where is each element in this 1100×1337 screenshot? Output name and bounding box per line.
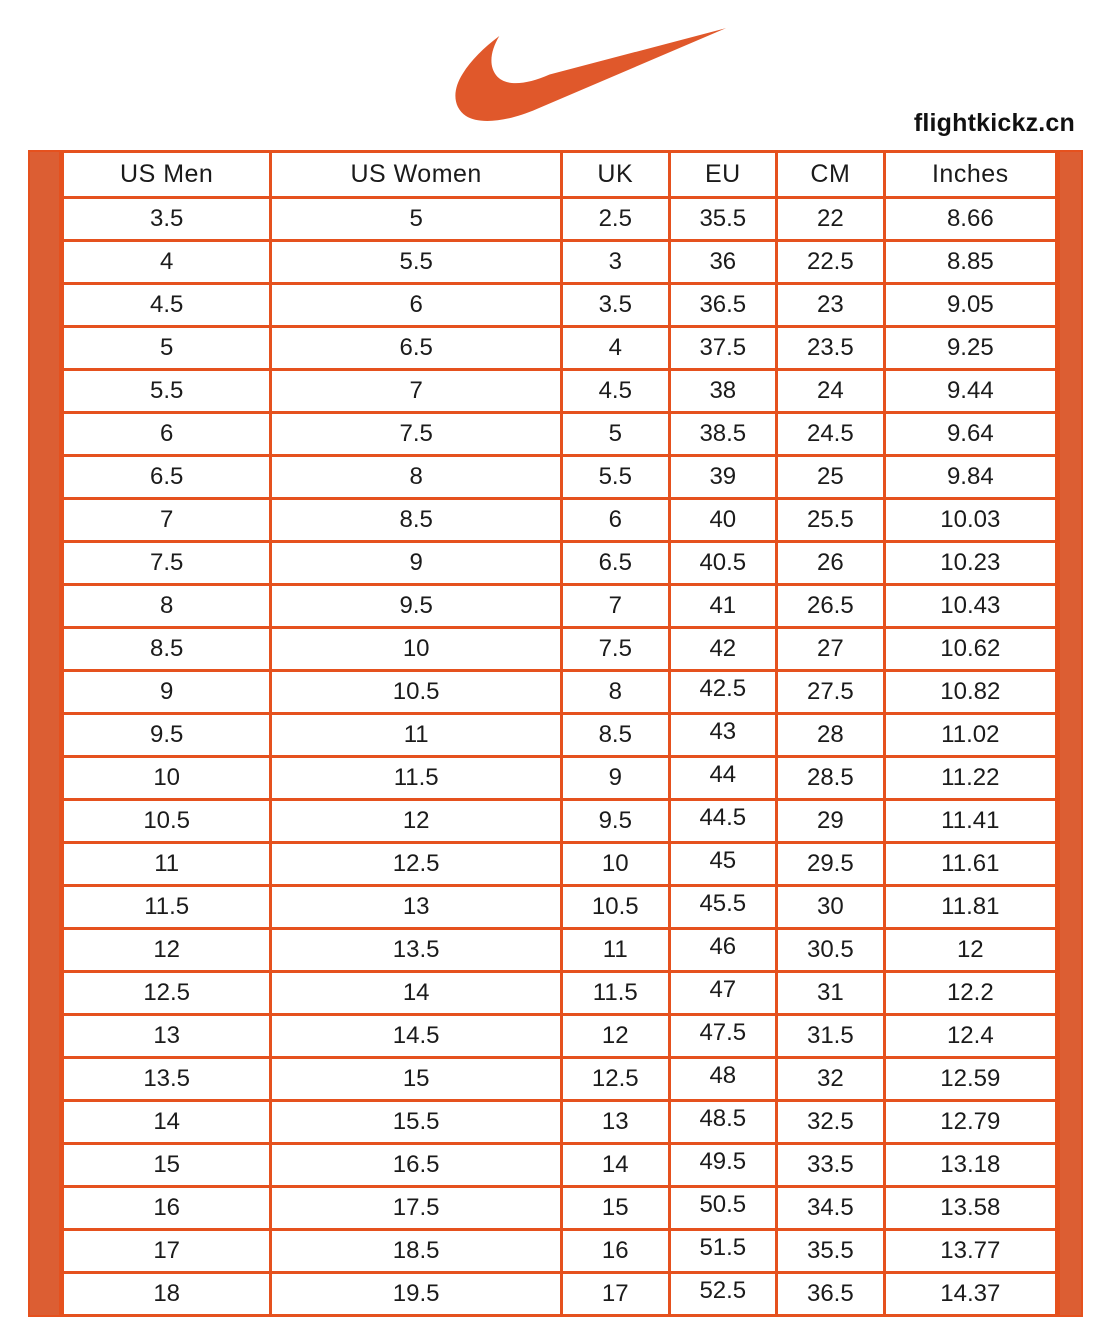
table-cell: 36.5 — [669, 284, 777, 327]
table-cell: 12 — [884, 929, 1056, 972]
table-cell: 13 — [561, 1101, 669, 1144]
table-cell: 25.5 — [777, 499, 885, 542]
table-cell: 10.62 — [884, 628, 1056, 671]
table-row — [63, 1144, 1057, 1187]
nike-swoosh-logo — [452, 26, 728, 122]
table-cell: 9.25 — [884, 327, 1056, 370]
table-cell: 5 — [271, 198, 562, 241]
table-cell: 10.82 — [884, 671, 1056, 714]
table-cell: 13.18 — [884, 1144, 1056, 1187]
table-cell: 13.5 — [63, 1058, 271, 1101]
table-cell: 39 — [669, 456, 777, 499]
table-cell: 36.5 — [777, 1273, 885, 1316]
table-cell: 28 — [777, 714, 885, 757]
table-cell: 12 — [63, 929, 271, 972]
table-cell: 48 — [669, 1058, 777, 1101]
table-cell: 10 — [63, 757, 271, 800]
table-cell: 18 — [63, 1273, 271, 1316]
table-cell: 17.5 — [271, 1187, 562, 1230]
table-cell: 12.5 — [63, 972, 271, 1015]
table-cell: 16 — [561, 1230, 669, 1273]
table-cell: 4 — [561, 327, 669, 370]
site-watermark: flightkickz.cn — [913, 109, 1075, 137]
table-cell: 49.5 — [669, 1144, 777, 1187]
table-cell: 12.59 — [884, 1058, 1056, 1101]
table-cell: 18.5 — [271, 1230, 562, 1273]
table-cell: 8.66 — [884, 198, 1056, 241]
table-cell: 11 — [271, 714, 562, 757]
table-cell: 16.5 — [271, 1144, 562, 1187]
table-cell: 32.5 — [777, 1101, 885, 1144]
table-cell: 44 — [669, 757, 777, 800]
table-cell: 32 — [777, 1058, 885, 1101]
table-row — [63, 1101, 1057, 1144]
table-cell: 36 — [669, 241, 777, 284]
table-cell: 6 — [561, 499, 669, 542]
header-row — [63, 152, 1057, 198]
table-cell: 43 — [669, 714, 777, 757]
table-cell: 26.5 — [777, 585, 885, 628]
table-cell: 24.5 — [777, 413, 885, 456]
table-cell: 37.5 — [669, 327, 777, 370]
table-cell: 40 — [669, 499, 777, 542]
column-header: US Men — [63, 152, 271, 198]
table-row — [63, 499, 1057, 542]
table-cell: 14.5 — [271, 1015, 562, 1058]
column-header: CM — [777, 152, 885, 198]
table-cell: 35.5 — [777, 1230, 885, 1273]
table-row — [63, 1230, 1057, 1273]
column-header: EU — [669, 152, 777, 198]
table-cell: 3 — [561, 241, 669, 284]
table-cell: 13 — [271, 886, 562, 929]
table-cell: 13.5 — [271, 929, 562, 972]
table-cell: 6 — [63, 413, 271, 456]
table-cell: 25 — [777, 456, 885, 499]
table-row — [63, 714, 1057, 757]
table-cell: 24 — [777, 370, 885, 413]
table-row — [63, 456, 1057, 499]
table-cell: 19.5 — [271, 1273, 562, 1316]
table-cell: 4.5 — [63, 284, 271, 327]
size-chart — [28, 150, 1083, 1317]
table-cell: 8.5 — [271, 499, 562, 542]
table-row — [63, 1015, 1057, 1058]
table-cell: 14 — [63, 1101, 271, 1144]
table-row — [63, 413, 1057, 456]
table-cell: 2.5 — [561, 198, 669, 241]
table-cell: 10.5 — [561, 886, 669, 929]
table-cell: 6.5 — [63, 456, 271, 499]
table-cell: 12 — [561, 1015, 669, 1058]
table-cell: 15 — [271, 1058, 562, 1101]
table-cell: 12.5 — [561, 1058, 669, 1101]
column-header: Inches — [884, 152, 1056, 198]
table-cell: 5 — [561, 413, 669, 456]
table-cell: 7.5 — [271, 413, 562, 456]
table-body — [63, 198, 1057, 1316]
table-cell: 17 — [63, 1230, 271, 1273]
table-row — [63, 198, 1057, 241]
table-cell: 11.5 — [271, 757, 562, 800]
size-table — [61, 150, 1058, 1317]
table-cell: 23 — [777, 284, 885, 327]
table-cell: 6.5 — [561, 542, 669, 585]
table-cell: 4 — [63, 241, 271, 284]
table-cell: 46 — [669, 929, 777, 972]
table-cell: 12.4 — [884, 1015, 1056, 1058]
table-cell: 34.5 — [777, 1187, 885, 1230]
table-cell: 29 — [777, 800, 885, 843]
table-cell: 38 — [669, 370, 777, 413]
table-row — [63, 886, 1057, 929]
table-cell: 30.5 — [777, 929, 885, 972]
table-row — [63, 929, 1057, 972]
table-cell: 28.5 — [777, 757, 885, 800]
table-row — [63, 241, 1057, 284]
table-cell: 14 — [271, 972, 562, 1015]
table-cell: 7 — [561, 585, 669, 628]
table-cell: 12.2 — [884, 972, 1056, 1015]
right-accent-bar — [1058, 150, 1083, 1317]
table-cell: 10.5 — [63, 800, 271, 843]
table-cell: 15 — [561, 1187, 669, 1230]
table-row — [63, 800, 1057, 843]
table-cell: 10.43 — [884, 585, 1056, 628]
table-cell: 27 — [777, 628, 885, 671]
table-row — [63, 628, 1057, 671]
table-cell: 11 — [63, 843, 271, 886]
table-header — [63, 152, 1057, 198]
table-cell: 14.37 — [884, 1273, 1056, 1316]
table-cell: 5.5 — [271, 241, 562, 284]
table-row — [63, 1058, 1057, 1101]
table-cell: 47 — [669, 972, 777, 1015]
table-cell: 15 — [63, 1144, 271, 1187]
table-cell: 50.5 — [669, 1187, 777, 1230]
table-cell: 10 — [561, 843, 669, 886]
table-cell: 41 — [669, 585, 777, 628]
table-cell: 10.03 — [884, 499, 1056, 542]
table-cell: 11.22 — [884, 757, 1056, 800]
table-row — [63, 284, 1057, 327]
table-cell: 8.85 — [884, 241, 1056, 284]
table-row — [63, 671, 1057, 714]
table-row — [63, 843, 1057, 886]
table-cell: 6.5 — [271, 327, 562, 370]
table-cell: 8 — [561, 671, 669, 714]
table-cell: 9.5 — [271, 585, 562, 628]
table-row — [63, 1273, 1057, 1316]
table-cell: 7 — [63, 499, 271, 542]
table-cell: 51.5 — [669, 1230, 777, 1273]
table-cell: 12.5 — [271, 843, 562, 886]
column-header: US Women — [271, 152, 562, 198]
table-cell: 6 — [271, 284, 562, 327]
table-row — [63, 585, 1057, 628]
table-cell: 9.5 — [561, 800, 669, 843]
table-cell: 3.5 — [561, 284, 669, 327]
table-cell: 12 — [271, 800, 562, 843]
table-cell: 9.44 — [884, 370, 1056, 413]
table-row — [63, 972, 1057, 1015]
table-cell: 7 — [271, 370, 562, 413]
table-cell: 9.5 — [63, 714, 271, 757]
table-cell: 22 — [777, 198, 885, 241]
table-cell: 30 — [777, 886, 885, 929]
table-cell: 13.58 — [884, 1187, 1056, 1230]
table-cell: 11.5 — [561, 972, 669, 1015]
table-cell: 10.23 — [884, 542, 1056, 585]
table-cell: 17 — [561, 1273, 669, 1316]
table-cell: 33.5 — [777, 1144, 885, 1187]
table-cell: 11.5 — [63, 886, 271, 929]
table-cell: 3.5 — [63, 198, 271, 241]
table-cell: 11.61 — [884, 843, 1056, 886]
table-cell: 42 — [669, 628, 777, 671]
table-cell: 10.5 — [271, 671, 562, 714]
table-cell: 15.5 — [271, 1101, 562, 1144]
table-cell: 13.77 — [884, 1230, 1056, 1273]
table-cell: 11.81 — [884, 886, 1056, 929]
table-cell: 27.5 — [777, 671, 885, 714]
table-cell: 26 — [777, 542, 885, 585]
table-cell: 22.5 — [777, 241, 885, 284]
table-cell: 16 — [63, 1187, 271, 1230]
table-row — [63, 327, 1057, 370]
table-row — [63, 370, 1057, 413]
table-cell: 8.5 — [63, 628, 271, 671]
table-cell: 4.5 — [561, 370, 669, 413]
table-cell: 9.64 — [884, 413, 1056, 456]
table-row — [63, 542, 1057, 585]
table-cell: 8 — [63, 585, 271, 628]
table-cell: 35.5 — [669, 198, 777, 241]
table-cell: 40.5 — [669, 542, 777, 585]
table-cell: 29.5 — [777, 843, 885, 886]
table-cell: 7.5 — [561, 628, 669, 671]
table-cell: 5.5 — [63, 370, 271, 413]
table-row — [63, 757, 1057, 800]
table-cell: 42.5 — [669, 671, 777, 714]
table-cell: 8.5 — [561, 714, 669, 757]
table-cell: 45.5 — [669, 886, 777, 929]
column-header: UK — [561, 152, 669, 198]
left-accent-bar — [28, 150, 61, 1317]
table-cell: 9.05 — [884, 284, 1056, 327]
table-cell: 10 — [271, 628, 562, 671]
table-cell: 45 — [669, 843, 777, 886]
table-cell: 11.02 — [884, 714, 1056, 757]
table-cell: 5 — [63, 327, 271, 370]
table-cell: 9.84 — [884, 456, 1056, 499]
table-cell: 47.5 — [669, 1015, 777, 1058]
table-cell: 44.5 — [669, 800, 777, 843]
table-cell: 9 — [271, 542, 562, 585]
table-cell: 9 — [63, 671, 271, 714]
table-cell: 14 — [561, 1144, 669, 1187]
table-cell: 11.41 — [884, 800, 1056, 843]
table-cell: 38.5 — [669, 413, 777, 456]
table-row — [63, 1187, 1057, 1230]
table-cell: 9 — [561, 757, 669, 800]
table-cell: 5.5 — [561, 456, 669, 499]
table-cell: 12.79 — [884, 1101, 1056, 1144]
table-cell: 31 — [777, 972, 885, 1015]
table-cell: 52.5 — [669, 1273, 777, 1316]
table-cell: 7.5 — [63, 542, 271, 585]
table-cell: 11 — [561, 929, 669, 972]
table-cell: 13 — [63, 1015, 271, 1058]
table-cell: 23.5 — [777, 327, 885, 370]
nike-swoosh-icon — [452, 26, 728, 122]
table-cell: 31.5 — [777, 1015, 885, 1058]
table-cell: 48.5 — [669, 1101, 777, 1144]
table-cell: 8 — [271, 456, 562, 499]
